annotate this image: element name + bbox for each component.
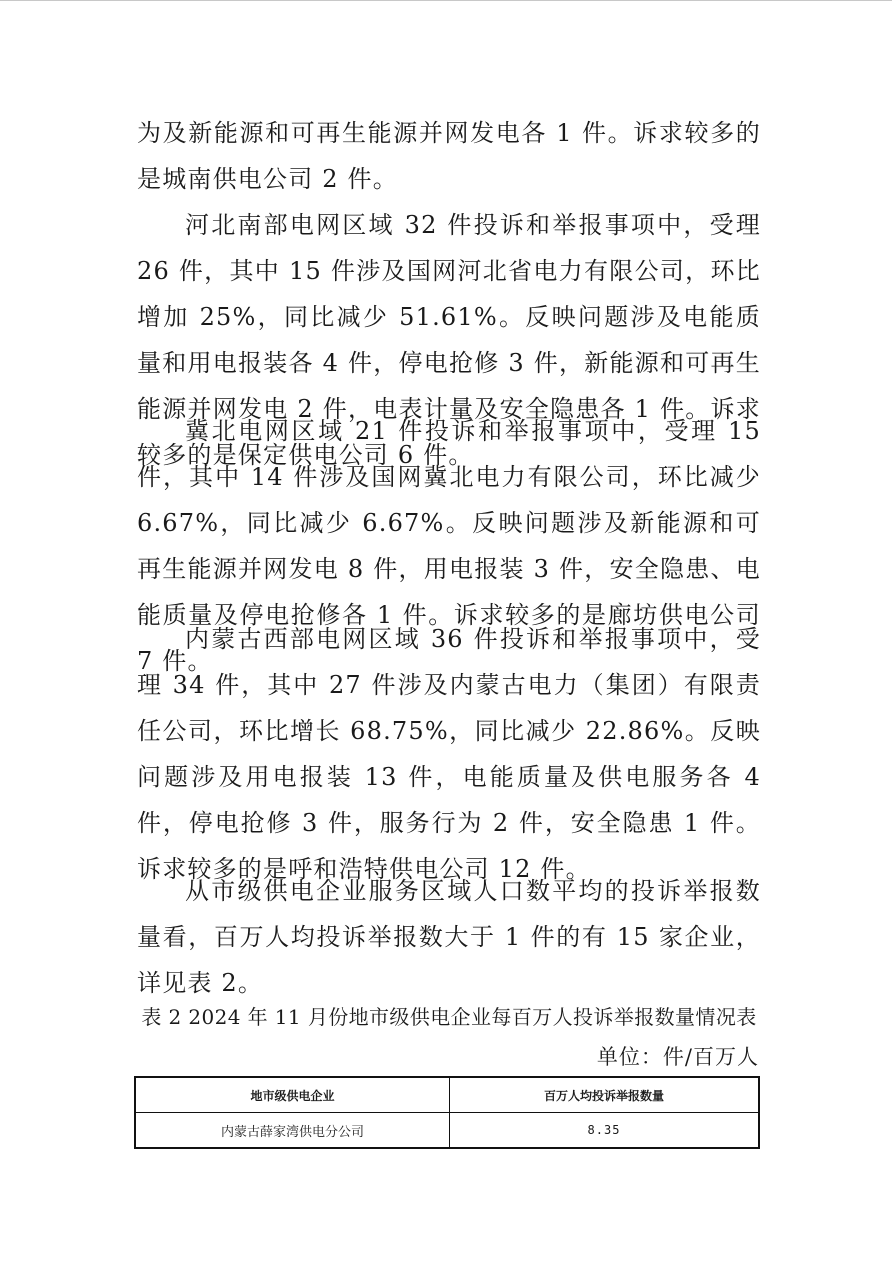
- table-unit: 单位：件/百万人: [596, 1045, 759, 1069]
- cell-enterprise: 内蒙古薛家湾供电分公司: [135, 1113, 450, 1149]
- table-row: [135, 1113, 759, 1149]
- table-caption: 表 2 2024 年 11 月份地市级供电企业每百万人投诉举报数量情况表: [141, 1005, 757, 1029]
- paragraph-jibei: 冀北电网区域 21 件投诉和举报事项中，受理 15 件，其中 14 件涉及国网冀北电力有限公司，环比减少 6.67%，同比减少 6.67%。反映问题涉及新能源和可再生能源并网发电 8 件，用电报装 3 件，安全隐患、电能质量及停电抢修各 1 件。诉求较多的是廊坊供电公司 7 件。: [137, 417, 761, 675]
- paragraph-per-capita-summary: 从市级供电企业服务区域人口数平均的投诉举报数量看，百万人均投诉举报数大于 1 件的有 15 家企业，详见表 2。: [137, 877, 761, 997]
- table-header-row: [135, 1077, 759, 1113]
- top-border: [0, 0, 892, 1]
- cell-per-million-count: 8.35: [450, 1113, 760, 1149]
- paragraph-inner-mongolia-west: 内蒙古西部电网区域 36 件投诉和举报事项中，受理 34 件，其中 27 件涉及内蒙古电力（集团）有限责任公司，环比增长 68.75%，同比减少 22.86%。反映问题涉及用电报装 13 件，电能质量及供电服务各 4 件，停电抢修 3 件，服务行为 2 件，安全隐患 1 件。诉求较多的是呼和浩特供电公司 12 件。: [137, 625, 761, 883]
- paragraph-hebei-south: 河北南部电网区域 32 件投诉和举报事项中，受理 26 件，其中 15 件涉及国网河北省电力有限公司，环比增加 25%，同比减少 51.61%。反映问题涉及电能质量和用电报装各 4 件，停电抢修 3 件，新能源和可再生能源并网发电 2 件，电表计量及安全隐患各 1 件。诉求较多的是保定供电公司 6 件。: [137, 211, 761, 469]
- complaints-per-million-table: [134, 1076, 760, 1149]
- header-per-million-count: 百万人均投诉举报数量: [450, 1077, 760, 1113]
- header-enterprise: 地市级供电企业: [135, 1077, 450, 1113]
- paragraph-continuation: 为及新能源和可再生能源并网发电各 1 件。诉求较多的是城南供电公司 2 件。: [137, 119, 761, 193]
